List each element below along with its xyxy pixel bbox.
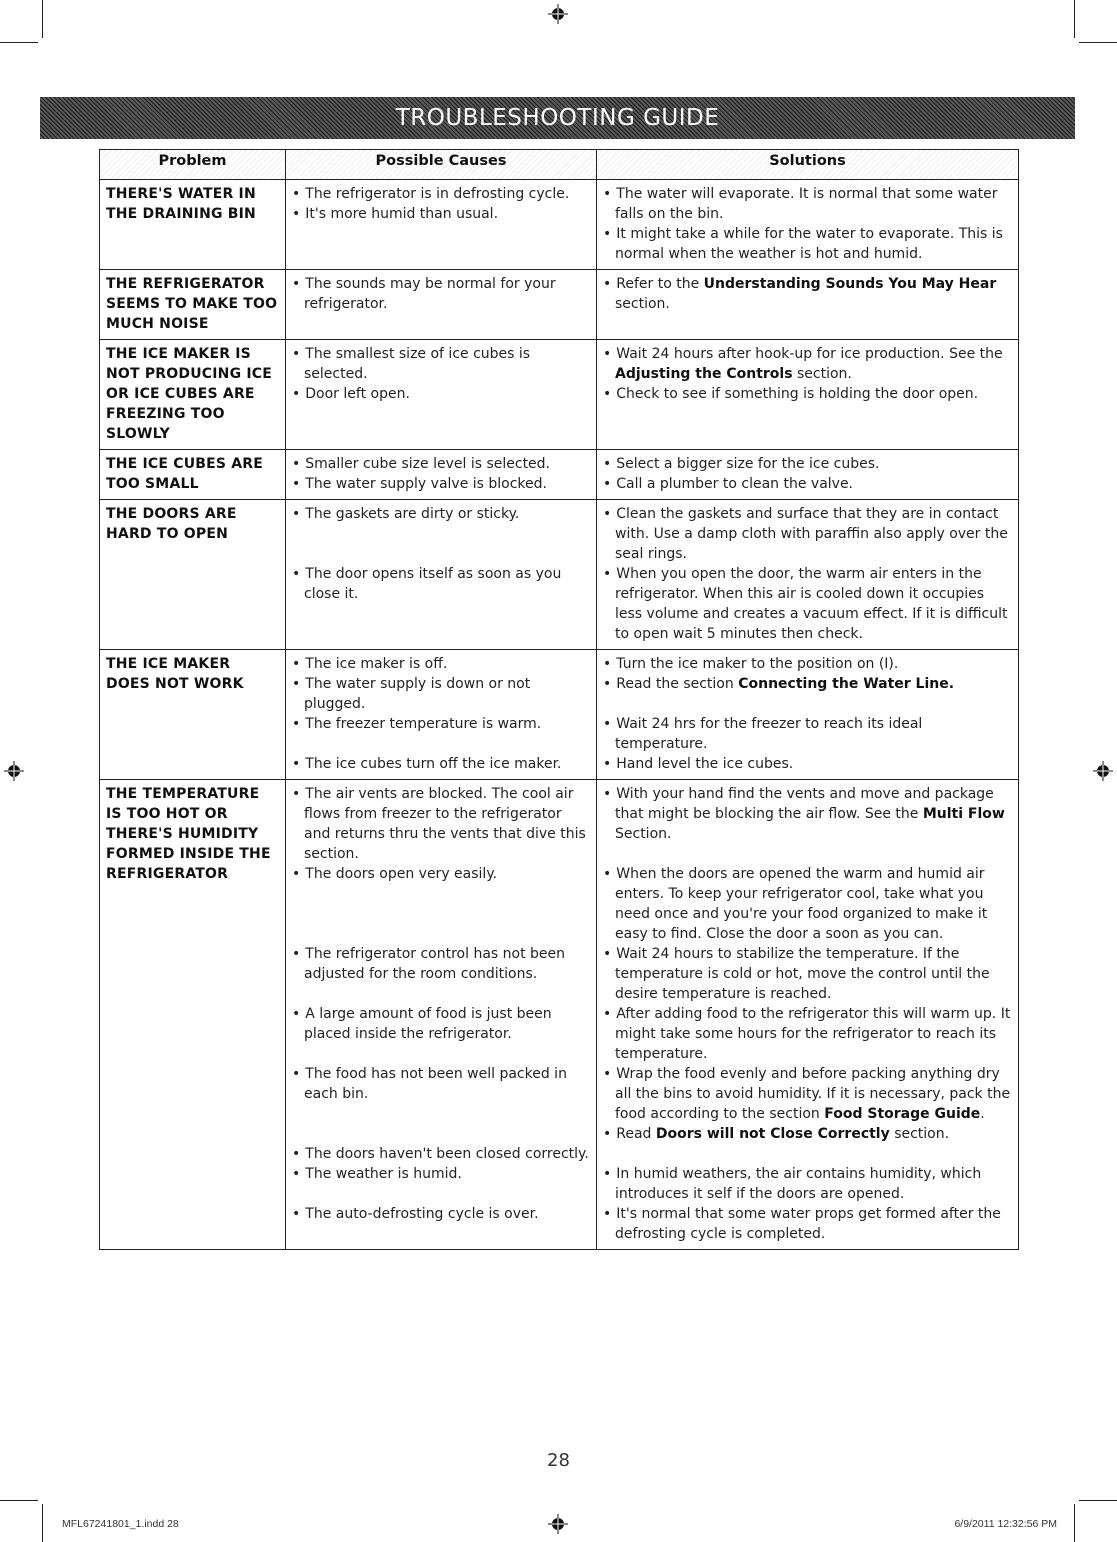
solutions-item: • Wrap the food evenly and before packing anything dry all the bins to avoid humidity. If it is necessary, pack the food according to the section Food Storage Guide. bbox=[603, 1066, 1011, 1122]
causes-text: It's more humid than usual. bbox=[305, 206, 499, 222]
solutions-cell bbox=[597, 270, 1019, 340]
page-number: 28 bbox=[547, 1450, 570, 1471]
solutions-text: When you open the door, the warm air enters in the refrigerator. When this air is cooled down it occupies less volume and creates a vacuum effect. If it is difficult to open wait 5 minutes then check. bbox=[615, 566, 1008, 642]
solutions-text: Wait 24 hours after hook-up for ice production. See the bbox=[616, 346, 1003, 362]
solutions-text: It might take a while for the water to evaporate. This is normal when the weather is hot and humid. bbox=[615, 226, 1003, 262]
crop-mark bbox=[1074, 1504, 1075, 1542]
table-row bbox=[100, 650, 1019, 780]
solutions-text: Call a plumber to clean the valve. bbox=[616, 476, 854, 492]
causes-text: The refrigerator is in defrosting cycle. bbox=[305, 186, 570, 202]
causes-item: • Smaller cube size level is selected. bbox=[292, 456, 551, 472]
registration-mark-icon bbox=[4, 761, 24, 781]
solutions-item: • In humid weathers, the air contains humidity, which introduces it self if the doors are opened. bbox=[603, 1166, 982, 1202]
causes-item: • The doors haven't been closed correctly. bbox=[292, 1146, 589, 1162]
spacer bbox=[292, 734, 590, 754]
solutions-text: Hand level the ice cubes. bbox=[616, 756, 794, 772]
table-row bbox=[100, 180, 1019, 270]
problem-text: THE ICE CUBES ARE TOO SMALL bbox=[106, 456, 264, 492]
problem-cell bbox=[100, 180, 286, 270]
table-body bbox=[100, 180, 1019, 1250]
section-reference: Multi Flow bbox=[922, 806, 1005, 822]
solutions-text: The water will evaporate. It is normal that some water falls on the bin. bbox=[615, 186, 998, 222]
solutions-text: With your hand find the vents and move and package that might be blocking the air flow. See the bbox=[615, 786, 994, 822]
causes-item: • The water supply valve is blocked. bbox=[292, 476, 547, 492]
column-header: Problem bbox=[100, 150, 286, 180]
solutions-item: • Wait 24 hours after hook-up for ice production. See the Adjusting the Controls section. bbox=[603, 346, 1003, 382]
problem-cell bbox=[100, 780, 286, 1250]
causes-item: • The water supply is down or not plugged. bbox=[292, 676, 531, 712]
solutions-item: • Refer to the Understanding Sounds You May Hear section. bbox=[603, 276, 997, 312]
causes-item: • The ice cubes turn off the ice maker. bbox=[292, 756, 562, 772]
footer-timestamp: 6/9/2011 12:32:56 PM bbox=[954, 1518, 1057, 1530]
causes-text: The refrigerator control has not been adjusted for the room conditions. bbox=[304, 946, 566, 982]
causes-cell bbox=[286, 780, 597, 1250]
causes-item: • The refrigerator control has not been adjusted for the room conditions. bbox=[292, 946, 566, 982]
causes-item: • The doors open very easily. bbox=[292, 866, 498, 882]
causes-cell bbox=[286, 650, 597, 780]
solutions-text: Section. bbox=[615, 826, 672, 842]
causes-text: The air vents are blocked. The cool air flows from freezer to the refrigerator and returns thru the vents that dive this section. bbox=[304, 786, 586, 862]
causes-item: • The ice maker is off. bbox=[292, 656, 448, 672]
problem-cell bbox=[100, 500, 286, 650]
spacer bbox=[292, 924, 590, 944]
spacer bbox=[603, 694, 1012, 714]
solutions-text: Turn the ice maker to the position on (I). bbox=[616, 656, 899, 672]
causes-text: The door opens itself as soon as you close it. bbox=[304, 566, 562, 602]
solutions-text: In humid weathers, the air contains humidity, which introduces it self if the doors are opened. bbox=[615, 1166, 982, 1202]
problem-text: THE REFRIGERATOR SEEMS TO MAKE TOO MUCH NOISE bbox=[106, 276, 278, 332]
solutions-item: • It might take a while for the water to evaporate. This is normal when the weather is hot and humid. bbox=[603, 226, 1003, 262]
causes-text: Door left open. bbox=[305, 386, 410, 402]
spacer bbox=[292, 524, 590, 544]
section-reference: Adjusting the Controls bbox=[615, 366, 793, 382]
spacer bbox=[292, 544, 590, 564]
registration-mark-icon bbox=[548, 1514, 568, 1534]
problem-text: THE ICE MAKER DOES NOT WORK bbox=[106, 656, 244, 692]
causes-text: The gaskets are dirty or sticky. bbox=[305, 506, 520, 522]
spacer bbox=[292, 884, 590, 904]
solutions-cell bbox=[597, 180, 1019, 270]
causes-cell bbox=[286, 180, 597, 270]
solutions-item: • Wait 24 hours to stabilize the temperature. If the temperature is cold or hot, move the control until the desire temperature is reached. bbox=[603, 946, 990, 1002]
page-title: TROUBLESHOOTING GUIDE bbox=[395, 105, 720, 131]
table-row bbox=[100, 450, 1019, 500]
solutions-text: It's normal that some water props get formed after the defrosting cycle is completed. bbox=[615, 1206, 1001, 1242]
solutions-text: Read the section bbox=[616, 676, 739, 692]
solutions-item: • It's normal that some water props get formed after the defrosting cycle is completed. bbox=[603, 1206, 1001, 1242]
column-header: Possible Causes bbox=[286, 150, 597, 180]
table-row bbox=[100, 780, 1019, 1250]
spacer bbox=[292, 984, 590, 1004]
causes-text: A large amount of food is just been placed inside the refrigerator. bbox=[304, 1006, 552, 1042]
solutions-cell bbox=[597, 340, 1019, 450]
solutions-text: Refer to the bbox=[616, 276, 704, 292]
registration-mark-icon bbox=[1093, 761, 1113, 781]
solutions-item: • With your hand find the vents and move and package that might be blocking the air flow. See the Multi Flow Section. bbox=[603, 786, 1005, 842]
solutions-item: • When the doors are opened the warm and humid air enters. To keep your refrigerator cool, take what you need once and you're your food organized to make it easy to find. Close the door a soon as you can. bbox=[603, 866, 988, 942]
table-row bbox=[100, 340, 1019, 450]
solutions-item: • Clean the gaskets and surface that they are in contact with. Use a damp cloth with paraffin also apply over the seal rings. bbox=[603, 506, 1008, 562]
causes-item: • The gaskets are dirty or sticky. bbox=[292, 506, 520, 522]
problem-cell bbox=[100, 340, 286, 450]
problem-cell bbox=[100, 450, 286, 500]
solutions-cell bbox=[597, 500, 1019, 650]
causes-item: • The food has not been well packed in each bin. bbox=[292, 1066, 567, 1102]
causes-text: Smaller cube size level is selected. bbox=[305, 456, 551, 472]
causes-item: • The weather is humid. bbox=[292, 1166, 462, 1182]
section-reference: Understanding Sounds You May Hear bbox=[703, 276, 997, 292]
spacer bbox=[603, 1144, 1012, 1164]
solutions-cell bbox=[597, 650, 1019, 780]
section-reference: Doors will not Close Correctly bbox=[655, 1126, 890, 1142]
crop-mark bbox=[1074, 0, 1075, 38]
solutions-item: • Hand level the ice cubes. bbox=[603, 756, 794, 772]
crop-mark bbox=[42, 1504, 43, 1542]
solutions-item: • After adding food to the refrigerator this will warm up. It might take some hours for the refrigerator to reach its temperature. bbox=[603, 1006, 1011, 1062]
solutions-item: • Call a plumber to clean the valve. bbox=[603, 476, 854, 492]
causes-text: The smallest size of ice cubes is selected. bbox=[304, 346, 531, 382]
causes-text: The doors haven't been closed correctly. bbox=[305, 1146, 589, 1162]
causes-text: The doors open very easily. bbox=[305, 866, 498, 882]
solutions-text: After adding food to the refrigerator this will warm up. It might take some hours for the refrigerator to reach its temperature. bbox=[615, 1006, 1011, 1062]
problem-cell bbox=[100, 270, 286, 340]
causes-item: • The air vents are blocked. The cool air flows from freezer to the refrigerator and returns thru the vents that dive this section. bbox=[292, 786, 586, 862]
causes-text: The water supply valve is blocked. bbox=[305, 476, 547, 492]
table-row bbox=[100, 500, 1019, 650]
crop-mark bbox=[1079, 42, 1117, 43]
solutions-cell bbox=[597, 450, 1019, 500]
solutions-text: Wait 24 hrs for the freezer to reach its ideal temperature. bbox=[615, 716, 923, 752]
causes-text: The weather is humid. bbox=[305, 1166, 462, 1182]
causes-item: • The sounds may be normal for your refrigerator. bbox=[292, 276, 556, 312]
spacer bbox=[292, 904, 590, 924]
spacer bbox=[292, 1124, 590, 1144]
spacer bbox=[603, 844, 1012, 864]
causes-item: • A large amount of food is just been placed inside the refrigerator. bbox=[292, 1006, 552, 1042]
causes-item: • The auto-defrosting cycle is over. bbox=[292, 1206, 539, 1222]
causes-text: The food has not been well packed in each bin. bbox=[304, 1066, 567, 1102]
solutions-text: . bbox=[980, 1106, 985, 1122]
solutions-text: When the doors are opened the warm and humid air enters. To keep your refrigerator cool, take what you need once and you're your food organized to make it easy to find. Close the door a soon as you can. bbox=[615, 866, 988, 942]
causes-item: • The refrigerator is in defrosting cycle. bbox=[292, 186, 570, 202]
problem-text: THE TEMPERATURE IS TOO HOT OR THERE'S HUMIDITY FORMED INSIDE THE REFRIGERATOR bbox=[106, 786, 271, 882]
causes-text: The freezer temperature is warm. bbox=[305, 716, 542, 732]
solutions-cell bbox=[597, 780, 1019, 1250]
causes-item: • The freezer temperature is warm. bbox=[292, 716, 542, 732]
problem-text: THE ICE MAKER IS NOT PRODUCING ICE OR ICE CUBES ARE FREEZING TOO SLOWLY bbox=[106, 346, 272, 442]
problem-text: THERE'S WATER IN THE DRAINING BIN bbox=[106, 186, 256, 222]
solutions-item: • The water will evaporate. It is normal that some water falls on the bin. bbox=[603, 186, 998, 222]
solutions-item: • When you open the door, the warm air enters in the refrigerator. When this air is cooled down it occupies less volume and creates a vacuum effect. If it is difficult to open wait 5 minutes then check. bbox=[603, 566, 1008, 642]
causes-text: The sounds may be normal for your refrigerator. bbox=[304, 276, 556, 312]
solutions-text: Check to see if something is holding the door open. bbox=[616, 386, 979, 402]
column-header: Solutions bbox=[597, 150, 1019, 180]
causes-cell bbox=[286, 500, 597, 650]
solutions-item: • Select a bigger size for the ice cubes. bbox=[603, 456, 880, 472]
section-reference: Connecting the Water Line. bbox=[738, 676, 955, 692]
table-row bbox=[100, 270, 1019, 340]
causes-item: • Door left open. bbox=[292, 386, 410, 402]
causes-cell bbox=[286, 450, 597, 500]
spacer bbox=[292, 1104, 590, 1124]
solutions-text: Wrap the food evenly and before packing anything dry all the bins to avoid humidity. If it is necessary, pack the food according to the section bbox=[615, 1066, 1011, 1122]
problem-cell bbox=[100, 650, 286, 780]
solutions-item: • Turn the ice maker to the position on (I). bbox=[603, 656, 899, 672]
causes-item: • It's more humid than usual. bbox=[292, 206, 499, 222]
spacer bbox=[292, 1184, 590, 1204]
footer-file-info: MFL67241801_1.indd 28 bbox=[62, 1518, 179, 1530]
causes-cell bbox=[286, 340, 597, 450]
causes-item: • The door opens itself as soon as you close it. bbox=[292, 566, 562, 602]
crop-mark bbox=[0, 1500, 38, 1501]
table-header-row bbox=[100, 150, 1019, 180]
solutions-text: Wait 24 hours to stabilize the temperature. If the temperature is cold or hot, move the control until the desire temperature is reached. bbox=[615, 946, 990, 1002]
solutions-text: Read bbox=[616, 1126, 656, 1142]
solutions-text: section. bbox=[792, 366, 852, 382]
crop-mark bbox=[0, 42, 38, 43]
causes-item: • The smallest size of ice cubes is selected. bbox=[292, 346, 531, 382]
causes-text: The auto-defrosting cycle is over. bbox=[305, 1206, 539, 1222]
solutions-item: • Read Doors will not Close Correctly section. bbox=[603, 1126, 950, 1142]
crop-mark bbox=[1079, 1500, 1117, 1501]
spacer bbox=[292, 1044, 590, 1064]
troubleshooting-table bbox=[99, 149, 1019, 1250]
section-reference: Food Storage Guide bbox=[824, 1106, 981, 1122]
title-banner bbox=[40, 97, 1075, 139]
causes-cell bbox=[286, 270, 597, 340]
causes-text: The ice cubes turn off the ice maker. bbox=[305, 756, 562, 772]
solutions-item: • Wait 24 hrs for the freezer to reach its ideal temperature. bbox=[603, 716, 923, 752]
causes-text: The water supply is down or not plugged. bbox=[304, 676, 531, 712]
solutions-item: • Check to see if something is holding the door open. bbox=[603, 386, 979, 402]
crop-mark bbox=[42, 0, 43, 38]
problem-text: THE DOORS ARE HARD TO OPEN bbox=[106, 506, 237, 542]
solutions-text: section. bbox=[615, 296, 670, 312]
registration-mark-icon bbox=[548, 4, 568, 24]
solutions-text: section. bbox=[889, 1126, 950, 1142]
solutions-text: Select a bigger size for the ice cubes. bbox=[616, 456, 880, 472]
solutions-item: • Read the section Connecting the Water Line. bbox=[603, 676, 955, 692]
causes-text: The ice maker is off. bbox=[305, 656, 448, 672]
solutions-text: Clean the gaskets and surface that they are in contact with. Use a damp cloth with paraffin also apply over the seal rings. bbox=[615, 506, 1008, 562]
